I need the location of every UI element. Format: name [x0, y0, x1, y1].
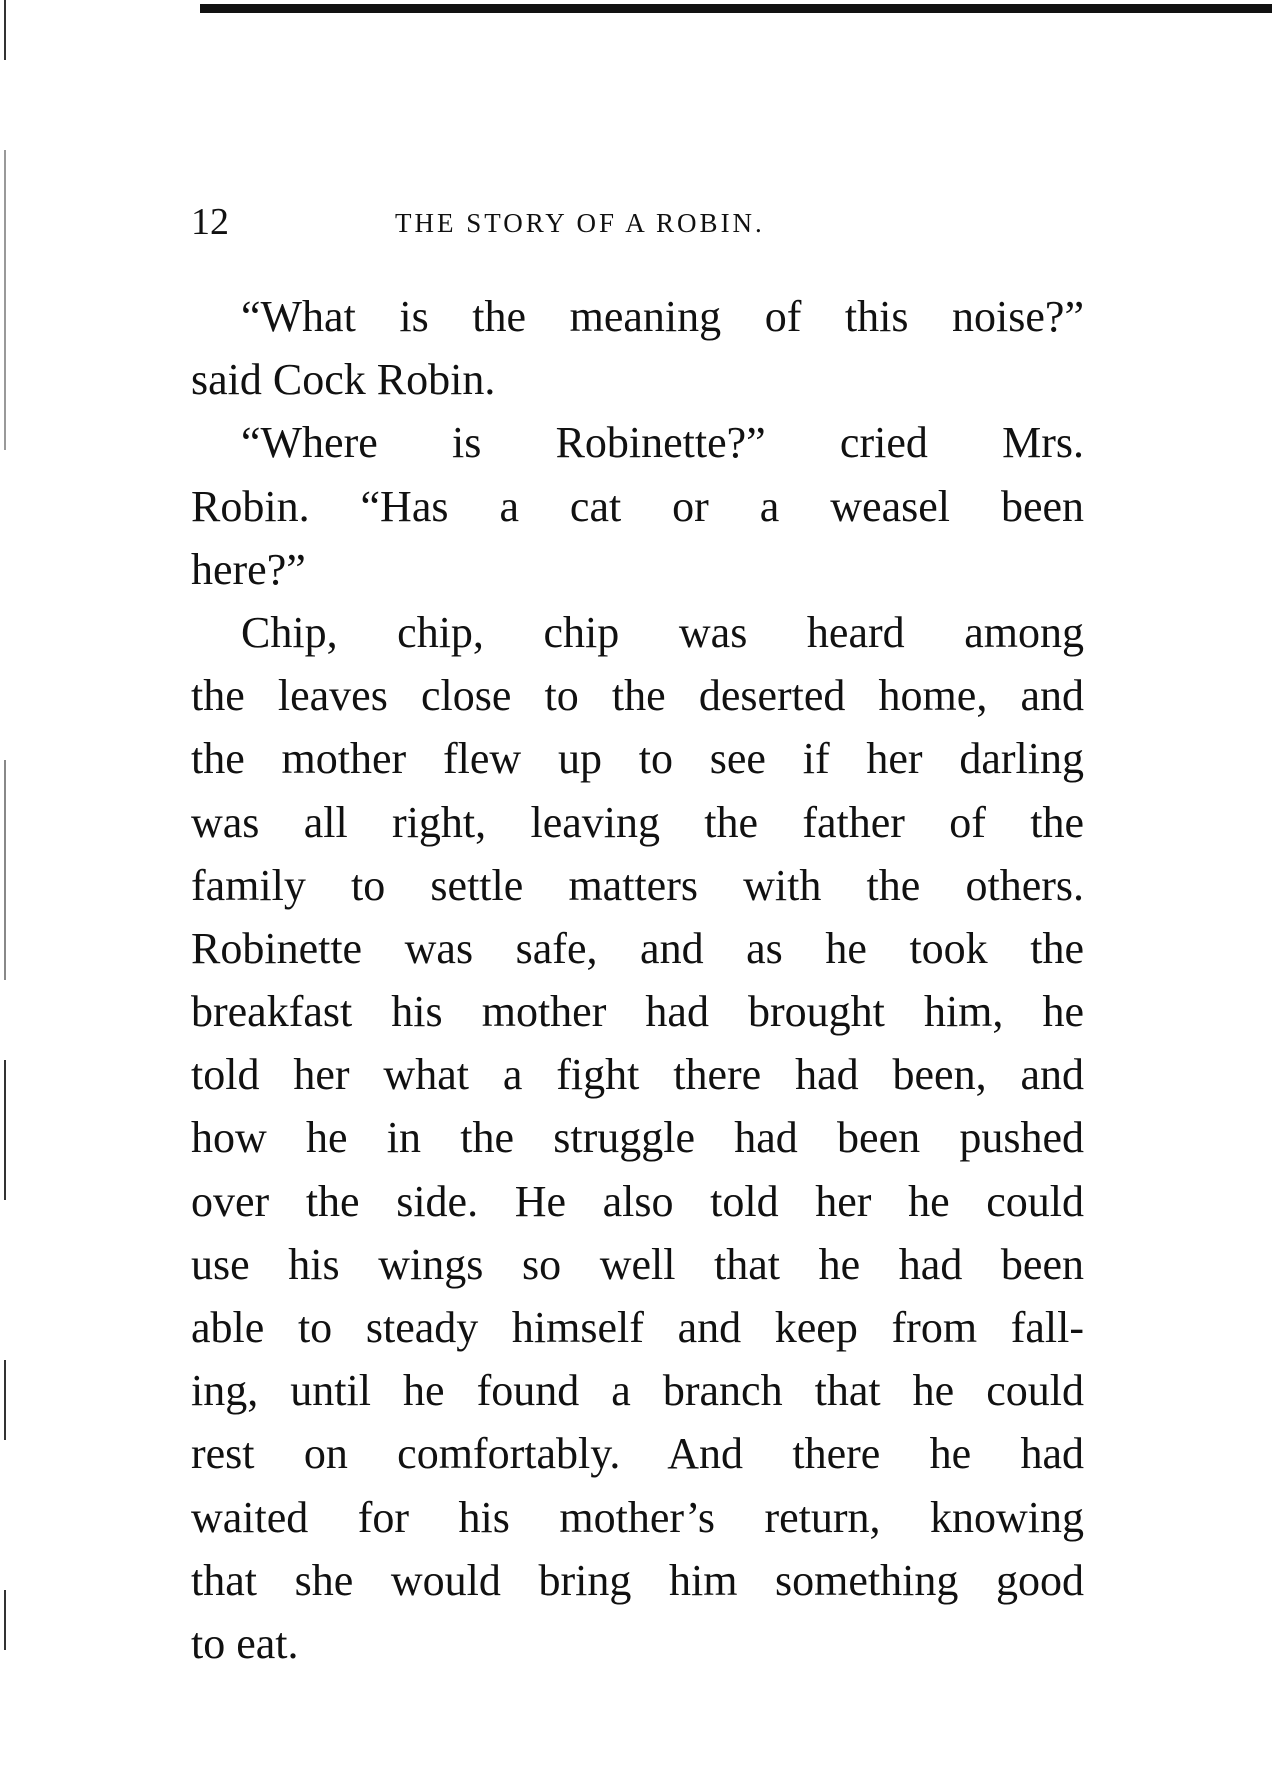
text-line: the leaves close to the deserted home, and: [191, 671, 1084, 721]
text-line: said Cock Robin.: [191, 355, 496, 405]
text-line: family to settle matters with the others.: [191, 860, 1084, 910]
text-line: “What is the meaning of this noise?”: [241, 292, 1084, 341]
text-line: over the side. He also told her he could: [191, 1176, 1084, 1226]
text-line: the mother flew up to see if her darling: [191, 734, 1084, 784]
scan-edge-mark: [4, 1590, 6, 1650]
text-line: was all right, leaving the father of the: [191, 797, 1084, 847]
scan-edge-bar: [200, 4, 1272, 13]
running-head: THE STORY OF A ROBIN.: [395, 208, 765, 238]
scan-edge-mark: [4, 1060, 6, 1200]
text-line: Robinette was safe, and as he took the: [191, 923, 1084, 973]
page-header: [191, 200, 891, 243]
text-line: here?”: [191, 544, 306, 594]
text-line: “Where is Robinette?” cried Mrs.: [241, 418, 1084, 468]
text-line: to eat.: [191, 1618, 299, 1668]
text-line: waited for his mother’s return, knowing: [191, 1492, 1084, 1542]
text-line: ing, until he found a branch that he could: [191, 1366, 1084, 1416]
text-line: that she would bring him something good: [191, 1555, 1084, 1605]
text-line: Robin. “Has a cat or a weasel been: [191, 481, 1084, 531]
body-text: [191, 285, 1084, 1675]
page-number: 12: [191, 201, 229, 243]
text-line: rest on comfortably. And there he had: [191, 1429, 1084, 1479]
scan-edge-mark: [4, 760, 6, 980]
scan-edge-mark: [4, 1360, 6, 1440]
text-line: use his wings so well that he had been: [191, 1239, 1084, 1289]
text-line: told her what a fight there had been, and: [191, 1050, 1084, 1100]
scan-edge-mark: [4, 0, 6, 60]
scan-edge-mark: [4, 150, 6, 450]
text-line: able to steady himself and keep from fall-: [191, 1303, 1084, 1352]
text-line: how he in the struggle had been pushed: [191, 1113, 1084, 1163]
text-line: Chip, chip, chip was heard among: [241, 607, 1084, 657]
text-line: breakfast his mother had brought him, he: [191, 987, 1084, 1037]
